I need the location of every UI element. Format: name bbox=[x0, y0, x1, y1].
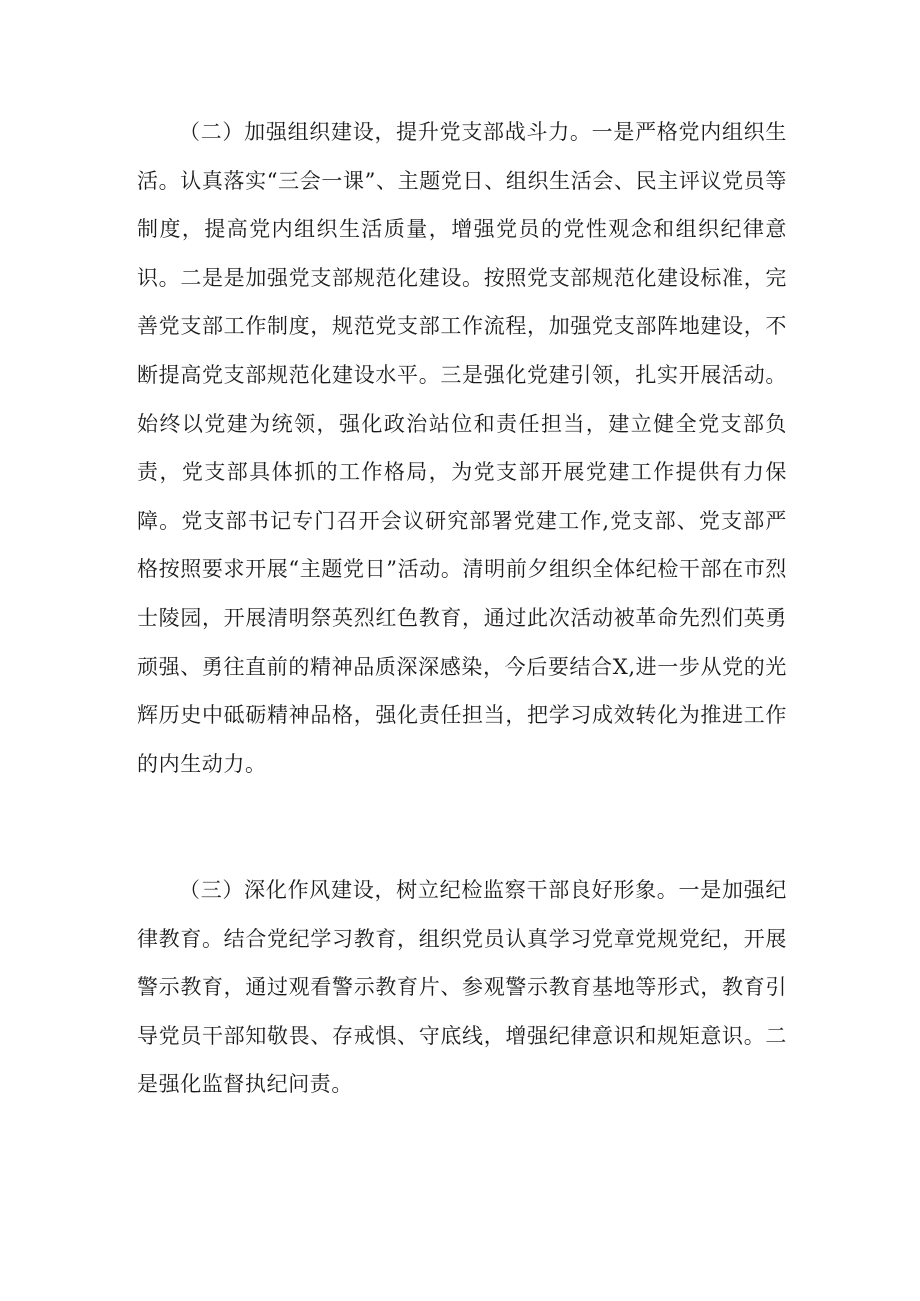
paragraph-section-2: （二）加强组织建设，提升党支部战斗力。一是严格党内组织生活。认真落实“三会一课”、主题党日、组织生活会、民主评议党员等制度，提高党内组织生活质量，增强党员的党性观念和组织纪律意识。二是是加强党支部规范化建设。按照党支部规范化建设标准，完善党支部工作制度，规范党支部工作流程，加强党支部阵地建设，不断提高党支部规范化建设水平。三是强化党建引领，扎实开展活动。始终以党建为统领，强化政治站位和责任担当，建立健全党支部负责，党支部具体抓的工作格局，为党支部开展党建工作提供有力保障。党支部书记专门召开会议研究部署党建工作,党支部、党支部严格按照要求开展“主题党日”活动。清明前夕组织全体纪检干部在市烈士陵园，开展清明祭英烈红色教育，通过此次活动被革命先烈们英勇顽强、勇往直前的精神品质深深感染，今后要结合X,进一步从党的光辉历史中砥砺精神品格，强化责任担当，把学习成效转化为推进工作的内生动力。 bbox=[137, 120, 787, 776]
paragraph-section-3: （三）深化作风建设，树立纪检监察干部良好形象。一是加强纪律教育。结合党纪学习教育，组织党员认真学习党章党规党纪，开展警示教育，通过观看警示教育片、参观警示教育基地等形式，教育引导党员干部知敬畏、存戒惧、守底线，增强纪律意识和规矩意识。二是强化监督执纪问责。 bbox=[137, 878, 787, 1097]
